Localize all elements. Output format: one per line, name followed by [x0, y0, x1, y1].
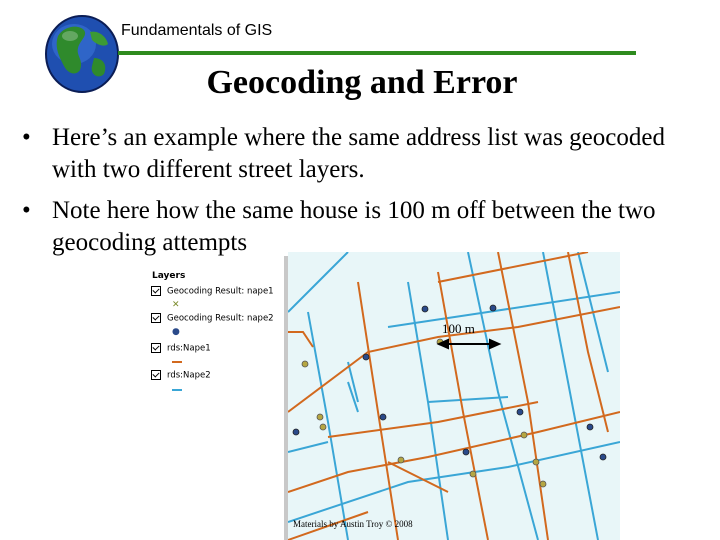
layer-visibility-checkbox[interactable]	[151, 313, 161, 323]
bullet-text: Note here how the same house is 100 m off between the two geocoding attempts	[52, 197, 656, 256]
credit-text: Materials by Austin Troy © 2008	[293, 519, 413, 529]
layer-label: rds:Nape1	[167, 343, 211, 354]
bullet-marker: •	[22, 197, 31, 224]
layer-label: Geocoding Result: nape2	[167, 313, 274, 324]
layer-item-geocoding-result-2[interactable]	[151, 313, 274, 327]
dot-marker-icon: ●	[172, 327, 180, 337]
line-icon	[172, 389, 182, 391]
x-marker-icon: ✕	[172, 300, 180, 310]
header-divider	[118, 51, 636, 55]
layers-panel-title: Layers	[152, 271, 186, 281]
layer-item-rds-nape2[interactable]	[151, 370, 211, 384]
layer-visibility-checkbox[interactable]	[151, 343, 161, 353]
layers-panel	[148, 256, 288, 540]
line-icon	[172, 361, 182, 363]
course-title: Fundamentals of GIS	[121, 22, 273, 39]
map-view[interactable]	[288, 252, 620, 540]
layer-item-geocoding-result-1[interactable]	[151, 286, 274, 300]
slide-title: Geocoding and Error	[206, 64, 518, 101]
layer-visibility-checkbox[interactable]	[151, 370, 161, 380]
distance-label: 100 m	[442, 321, 475, 336]
bullet-text: Here’s an example where the same address list was geocoded with two different street layers.	[52, 124, 665, 183]
layer-visibility-checkbox[interactable]	[151, 286, 161, 296]
layer-label: rds:Nape2	[167, 370, 211, 381]
bullet-marker: •	[22, 124, 31, 151]
layer-item-rds-nape1[interactable]	[151, 343, 211, 357]
layer-label: Geocoding Result: nape1	[167, 286, 274, 297]
